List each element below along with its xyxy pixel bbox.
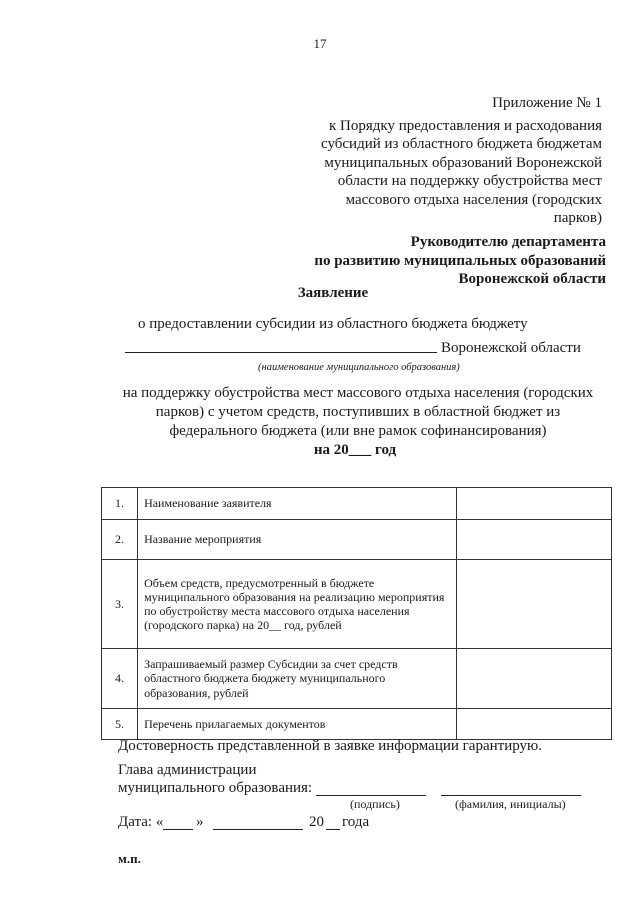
row-number: 2.	[102, 520, 138, 560]
date-quote-close: »	[196, 814, 204, 830]
purpose-line: парков) с учетом средств, поступивших в областной бюджет из	[155, 404, 561, 420]
row-label: Название мероприятия	[138, 520, 457, 560]
document-subtitle: о предоставлении субсидии из областного бюджета бюджету	[138, 316, 528, 332]
table-row	[102, 649, 612, 709]
order-line: парков)	[553, 210, 602, 227]
purpose-text	[108, 384, 608, 441]
row-label: Наименование заявителя	[138, 488, 457, 520]
table-row	[102, 709, 612, 740]
row-label: Перечень прилагаемых документов	[138, 709, 457, 740]
head-title-line2: муниципального образования:	[118, 780, 313, 796]
row-number: 3.	[102, 560, 138, 649]
purpose-line: федерального бюджета (или вне рамок софинансирования)	[169, 423, 547, 439]
appendix-title: Приложение № 1	[492, 95, 602, 111]
purpose-line: на поддержку обустройства мест массового отдыха населения (городских	[122, 385, 594, 401]
appendix-order-reference	[302, 117, 602, 227]
row-number: 5.	[102, 709, 138, 740]
row-value-cell[interactable]	[457, 560, 612, 649]
municipality-name-blank[interactable]	[125, 338, 437, 353]
guarantee-statement: Достоверность представленной в заявке информации гарантирую.	[118, 738, 542, 754]
order-line: области на поддержку обустройства мест	[337, 173, 602, 190]
name-initials-caption: (фамилия, инициалы)	[455, 797, 566, 811]
date-century: 20	[309, 814, 324, 830]
table-row	[102, 488, 612, 520]
order-line: массового отдыха населения (городских	[345, 191, 602, 208]
date-month-blank[interactable]	[213, 814, 303, 830]
date-year-word: года	[342, 814, 370, 830]
row-value-cell[interactable]	[457, 709, 612, 740]
table-row	[102, 560, 612, 649]
row-number: 1.	[102, 488, 138, 520]
row-value-cell[interactable]	[457, 520, 612, 560]
region-suffix: Воронежской области	[441, 340, 581, 356]
year-line: на 20___ год	[313, 442, 397, 458]
signature-caption: (подпись)	[350, 797, 400, 811]
date-day-blank[interactable]	[163, 814, 193, 830]
row-value-cell[interactable]	[457, 488, 612, 520]
table-row	[102, 520, 612, 560]
order-line: муниципальных образований Воронежской	[324, 154, 602, 171]
application-table	[101, 487, 612, 740]
order-line: субсидий из областного бюджета бюджетам	[321, 136, 602, 153]
row-label: Запрашиваемый размер Субсидии за счет средств областного бюджета бюджету муниципального образования, рублей	[138, 649, 457, 709]
addressee-line: по развитию муниципальных образований	[314, 252, 606, 269]
document-heading: Заявление	[297, 285, 369, 301]
addressee-block	[276, 233, 606, 289]
head-title-line1: Глава администрации	[118, 762, 257, 778]
name-initials-blank[interactable]	[441, 781, 581, 796]
date-year-blank[interactable]	[326, 814, 340, 830]
signature-blank[interactable]	[316, 781, 426, 796]
municipality-blank-caption: (наименование муниципального образования)	[258, 362, 460, 373]
order-line: к Порядку предоставления и расходования	[328, 118, 602, 134]
date-label: Дата: «	[118, 814, 164, 830]
page-number: 17	[313, 36, 327, 51]
stamp-place: м.п.	[118, 851, 141, 866]
row-label: Объем средств, предусмотренный в бюджете муниципального образования на реализацию мероприятия по обустройству места массового отдыха населения (городского парка) на 20__ год, рублей	[138, 560, 457, 649]
addressee-line: Воронежской области	[458, 271, 606, 288]
row-number: 4.	[102, 649, 138, 709]
row-value-cell[interactable]	[457, 649, 612, 709]
addressee-line: Руководителю департамента	[410, 234, 606, 250]
